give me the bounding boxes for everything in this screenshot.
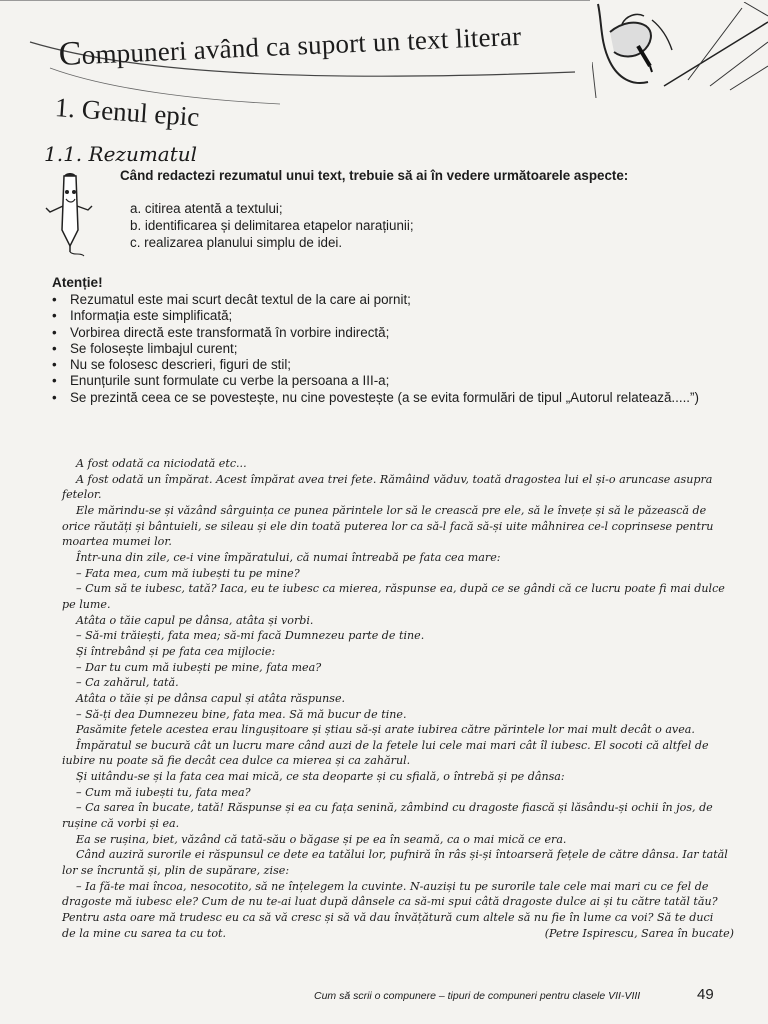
story-paragraph: – Să-ți dea Dumnezeu bine, fata mea. Să mă bucur de tine. xyxy=(76,707,407,721)
footer-book-title: Cum să scrii o compunere – tipuri de compuneri pentru clasele VII-VIII xyxy=(314,990,641,1002)
story-paragraph: – Să-mi trăiești, fata mea; să-mi facă Dumnezeu parte de tine. xyxy=(76,629,425,643)
steps-list xyxy=(130,200,414,251)
story-paragraph: Și uitându-se și la fata cea mai mică, ce sta deoparte și cu sfială, o întrebă și pe dânsa: xyxy=(76,770,565,784)
source-citation: (Petre Ispirescu, Sarea în bucate) xyxy=(544,926,734,940)
list-item: • Se folosește limbajul curent; xyxy=(52,341,732,357)
list-item: • Enunțurile sunt formulate cu verbe la persoana a III-a; xyxy=(52,373,732,389)
top-rule xyxy=(0,0,590,1)
section-title: 1.1. Rezumatul xyxy=(44,142,198,166)
story-paragraph: – Cum să te iubesc, tată? Iaca, eu te iubesc ca mierea, răspunse ea, după ce se gândi că ce lucru poate fi mai dulce pe lume. xyxy=(62,582,725,611)
intro-heading: Când redactezi rezumatul unui text, trebuie să ai în vedere următoarele aspecte: xyxy=(120,168,629,183)
list-item: • Nu se folosesc descrieri, figuri de stil; xyxy=(52,357,732,373)
list-item: • Se prezintă ceea ce se povestește, nu cine povestește (a se evita formulări de tipul „Autorul relatează.....”) xyxy=(52,390,732,406)
story-excerpt xyxy=(62,456,734,941)
story-paragraph: Într-una din zile, ce-i vine împăratului, că numai întreabă pe fata cea mare: xyxy=(76,550,501,564)
attention-list xyxy=(52,292,732,406)
story-paragraph: Când auziră surorile ei răspunsul ce dete ea tatălui lor, pufniră în râs și-și întoarseră fețele de către dânsa. Iar tatăl lor se încruntă și, plin de supărare, zise: xyxy=(62,848,728,878)
genre-title: 1. Genul epic xyxy=(53,92,201,133)
story-paragraph: Și întrebând și pe fata cea mijlocie: xyxy=(76,644,276,658)
list-item: a. citirea atentă a textului; xyxy=(130,201,283,216)
story-paragraph: – Cum mă iubești tu, fata mea? xyxy=(76,785,251,799)
list-item: • Rezumatul este mai scurt decât textul de la care ai pornit; xyxy=(52,292,732,308)
story-paragraph: – Dar tu cum mă iubești pe mine, fata mea? xyxy=(76,660,322,674)
list-item: b. identificarea și delimitarea etapelor narațiunii; xyxy=(130,218,414,233)
story-paragraph: Împăratul se bucură cât un lucru mare când auzi de la fetele lui cele mai mari cât îl iubesc. El socoti că altfel de iubire nu poate să fie decât cea dulce ca mierea și ca zahărul. xyxy=(62,738,709,768)
writing-hand-illustration xyxy=(592,2,768,102)
page-number: 49 xyxy=(697,986,714,1003)
story-paragraph: – Ca zahărul, tată. xyxy=(76,676,179,690)
story-paragraph-last xyxy=(62,879,734,942)
story-paragraph: – Ia fă-te mai încoa, nesocotito, să ne înțelegem la cuvinte. N-auziși tu pe surorile tale cele mai mari cu ce fel de dragoste mă iubesc ele? Cum de nu te-ai luat după dânsele ca să-mi spui câtă dragoste dulce ai și tu către tatăl tău? Pentru asta oare mă trudesc eu ca să vă cresc și să vă dau învățătură cum altele să nu fie în lume ca voi? Să te duci de la mine cu sarea ta cu tot. xyxy=(62,879,718,940)
attention-title: Atenție! xyxy=(52,275,103,290)
pencil-mascot-icon xyxy=(44,172,94,258)
story-paragraph: A fost odată ca niciodată etc... xyxy=(76,457,247,470)
story-paragraph: – Fata mea, cum mă iubești tu pe mine? xyxy=(76,566,300,580)
story-paragraph: Ea se rușina, biet, văzând că tată-său o băgase și pe ea în seamă, ca o mai mică ce era. xyxy=(76,832,567,846)
list-item: • Informația este simplificată; xyxy=(52,308,732,324)
story-paragraph: – Ca sarea în bucate, tată! Răspunse și ea cu fața senină, zâmbind cu dragoste fiască și lăsându-și ochii în jos, de rușine că vorbi și ea. xyxy=(62,801,713,831)
story-paragraph: Pasămite fetele acestea erau lingușitoare și știau să-și arate iubirea către părintele lor mai mult decât o avea. xyxy=(76,723,695,737)
list-item: • Vorbirea directă este transformată în vorbire indirectă; xyxy=(52,325,732,341)
story-paragraph: Ele mărindu-se și văzând sârguința ce punea părintele lor să le crească pre ele, să le învețe și să le păzească de orice răutăți și bântuieli, se sileau și ele din toată puterea lor ca să-l facă să-și uite mâhnirea ce-l coprinsese pentru moartea mumei lor. xyxy=(62,503,714,549)
list-item: c. realizarea planului simplu de idei. xyxy=(130,235,343,250)
story-paragraph: A fost odată un împărat. Acest împărat avea trei fete. Rămâind văduv, toată dragostea lui el și-o aruncase asupra fetelor. xyxy=(62,472,713,502)
chapter-title: Compuneri având ca suport un text literar xyxy=(58,20,522,73)
story-paragraph: Atâta o tăie și pe dânsa capul și atâta răspunse. xyxy=(76,691,346,705)
story-paragraph: Atâta o tăie capul pe dânsa, atâta și vorbi. xyxy=(76,613,314,627)
